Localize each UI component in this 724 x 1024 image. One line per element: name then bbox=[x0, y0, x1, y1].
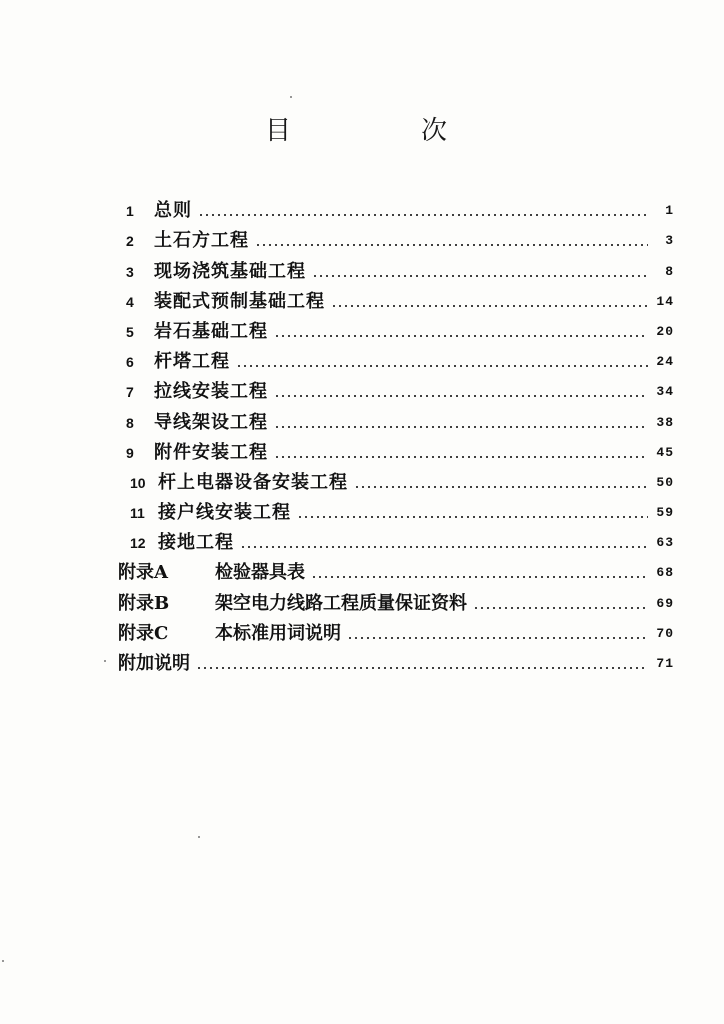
toc-appendix-a[interactable] bbox=[118, 554, 674, 584]
toc-entry-page: 38 bbox=[656, 414, 674, 430]
toc-entry-title: 现场浇筑基础工程 bbox=[154, 260, 306, 282]
toc-entry-page: 3 bbox=[665, 233, 674, 249]
toc-entry-11[interactable] bbox=[118, 494, 674, 524]
dot-leader bbox=[354, 476, 648, 490]
toc-entry-title: 附件安装工程 bbox=[154, 441, 268, 463]
toc-entry-page: 45 bbox=[656, 444, 674, 460]
dot-leader bbox=[347, 627, 648, 641]
toc-entry-number: 4 bbox=[126, 293, 134, 310]
table-of-contents bbox=[118, 192, 674, 675]
toc-entry-title: 杆上电器设备安装工程 bbox=[158, 471, 348, 493]
toc-entry-6[interactable] bbox=[118, 343, 674, 373]
toc-entry-2[interactable] bbox=[118, 222, 674, 252]
toc-entry-page: 8 bbox=[665, 263, 674, 279]
dot-leader bbox=[331, 295, 648, 309]
dot-leader bbox=[297, 506, 648, 520]
appendix-label: 附录A bbox=[118, 562, 168, 584]
appendix-title: 检验器具表 bbox=[215, 562, 305, 584]
toc-entry-7[interactable] bbox=[118, 373, 674, 403]
dot-leader bbox=[240, 536, 648, 550]
toc-entry-title: 装配式预制基础工程 bbox=[154, 290, 325, 312]
toc-entry-12[interactable] bbox=[118, 524, 674, 554]
toc-entry-title: 总则 bbox=[154, 200, 192, 222]
toc-entry-page: 63 bbox=[656, 535, 674, 551]
toc-entry-number: 1 bbox=[126, 203, 134, 220]
dot-leader bbox=[274, 446, 648, 460]
toc-entry-3[interactable] bbox=[118, 252, 674, 282]
dot-leader bbox=[473, 597, 648, 611]
appendix-page: 68 bbox=[656, 565, 674, 581]
dot-leader bbox=[274, 385, 648, 399]
dot-leader bbox=[196, 657, 648, 671]
appendix-title: 架空电力线路工程质量保证资料 bbox=[215, 592, 467, 614]
toc-entry-title: 杆塔工程 bbox=[154, 351, 230, 373]
toc-title: 目 次 bbox=[264, 116, 499, 146]
note-title: 附加说明 bbox=[118, 653, 190, 674]
dot-leader bbox=[255, 234, 648, 248]
scan-speck bbox=[104, 660, 106, 662]
toc-entry-number: 12 bbox=[130, 535, 146, 552]
toc-entry-title: 接户线安装工程 bbox=[158, 502, 291, 524]
toc-appendix-c[interactable] bbox=[118, 615, 674, 645]
toc-entry-page: 50 bbox=[656, 474, 674, 490]
toc-entry-number: 3 bbox=[126, 263, 134, 280]
toc-entry-number: 6 bbox=[126, 354, 134, 371]
toc-entry-number: 7 bbox=[126, 384, 134, 401]
toc-entry-8[interactable] bbox=[118, 403, 674, 433]
toc-entry-9[interactable] bbox=[118, 434, 674, 464]
dot-leader bbox=[311, 566, 648, 580]
dot-leader bbox=[274, 416, 648, 430]
appendix-page: 69 bbox=[656, 595, 674, 611]
toc-entry-page: 59 bbox=[656, 505, 674, 521]
scan-speck bbox=[2, 960, 4, 962]
toc-entry-title: 导线架设工程 bbox=[154, 411, 268, 433]
dot-leader bbox=[236, 355, 648, 369]
toc-entry-title: 拉线安装工程 bbox=[154, 381, 268, 403]
toc-entry-page: 14 bbox=[656, 293, 674, 309]
toc-entry-number: 10 bbox=[130, 474, 146, 491]
toc-entry-number: 8 bbox=[126, 414, 134, 431]
toc-entry-4[interactable] bbox=[118, 283, 674, 313]
toc-entry-title: 接地工程 bbox=[158, 532, 234, 554]
toc-entry-page: 20 bbox=[656, 323, 674, 339]
scan-speck bbox=[290, 96, 292, 98]
toc-entry-5[interactable] bbox=[118, 313, 674, 343]
appendix-page: 70 bbox=[656, 625, 674, 641]
dot-leader bbox=[312, 265, 648, 279]
toc-appendix-b[interactable] bbox=[118, 584, 674, 614]
toc-entry-page: 34 bbox=[656, 384, 674, 400]
dot-leader bbox=[274, 325, 648, 339]
toc-entry-number: 5 bbox=[126, 323, 134, 340]
note-page: 71 bbox=[656, 656, 674, 671]
toc-entry-1[interactable] bbox=[118, 192, 674, 222]
toc-entry-title: 岩石基础工程 bbox=[154, 320, 268, 342]
appendix-title: 本标准用词说明 bbox=[215, 622, 341, 644]
toc-additional-note[interactable] bbox=[118, 645, 674, 675]
scan-speck bbox=[198, 836, 200, 838]
toc-entry-page: 1 bbox=[665, 203, 674, 219]
dot-leader bbox=[198, 204, 648, 218]
toc-entry-page: 24 bbox=[656, 354, 674, 370]
toc-entry-number: 2 bbox=[126, 233, 134, 250]
toc-entry-title: 土石方工程 bbox=[154, 230, 249, 252]
toc-entry-number: 9 bbox=[126, 444, 134, 461]
toc-entry-number: 11 bbox=[130, 505, 145, 522]
toc-entry-10[interactable] bbox=[118, 464, 674, 494]
appendix-label: 附录B bbox=[118, 592, 170, 614]
appendix-label: 附录C bbox=[118, 622, 169, 644]
